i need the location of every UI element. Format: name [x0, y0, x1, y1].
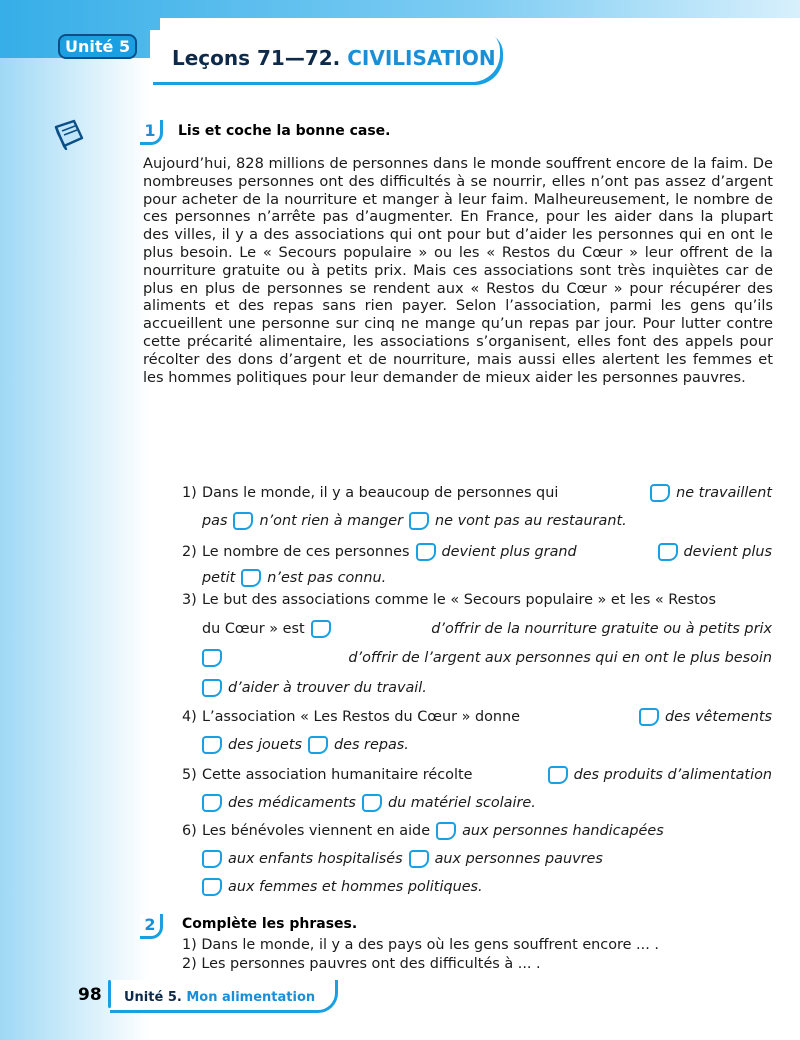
page-number: 98 — [78, 985, 102, 1005]
checkbox[interactable] — [308, 736, 328, 754]
exercise-1-number: 1 — [140, 120, 163, 145]
question-stem: du Cœur » est — [202, 620, 305, 637]
checkbox[interactable] — [658, 543, 678, 561]
question-stem: Les bénévoles viennent en aide — [202, 823, 431, 839]
question-number: 6) — [182, 823, 197, 839]
option-label: petit — [202, 570, 236, 586]
option-label: aux personnes pauvres — [434, 851, 603, 867]
checkbox[interactable] — [202, 850, 222, 868]
unit-badge: Unité 5 — [58, 34, 137, 59]
footer-unit-prefix: Unité 5. — [124, 990, 187, 1005]
option-label: d’aider à trouver du travail. — [228, 680, 427, 696]
question-number: 5) — [182, 766, 197, 783]
title-accent: CIVILISATION — [347, 46, 496, 70]
title-prefix: Leçons 71—72. — [172, 46, 348, 70]
checkbox[interactable] — [202, 649, 222, 667]
book-icon — [52, 118, 86, 150]
page-title — [172, 46, 496, 70]
checkbox[interactable] — [202, 679, 222, 697]
checkbox[interactable] — [311, 620, 331, 638]
checkbox[interactable] — [436, 822, 456, 840]
option-label: aux personnes handicapées — [462, 823, 664, 839]
reading-text: Aujourd’hui, 828 millions de personnes dans le monde souffrent encore de la faim. De nombreuses personnes ont des difficultés à se nourrir, elles n’ont pas assez d’argent pour acheter de la nourriture et manger à leur faim. Malheureusement, le nombre de ces personnes n’arrête pas d’augmenter. En France, pour les aider dans la plupart des villes, il y a des associations qui ont pour but d’aider les personnes qui en ont le plus besoin. Le « Secours populaire » ou les « Restos du Cœur » leur offrent de la nourriture gratuite ou à petits prix. Mais ces associations sont très inquiètes car de plus en plus de personnes se rendent aux « Restos du Cœur » pour récupérer des aliments et des repas sans rien payer. Selon l’association, parmi les gens qu’ils accueillent une personne sur cinq ne mange qu’un repas par jour. Pour lutter contre cette précarité alimentaire, les associations s’organisent, elles font des appels pour récolter des dons d’argent et de nourriture, mais aussi elles alertent les femmes et les hommes politiques pour leur demander de mieux aider les personnes pauvres. — [143, 155, 773, 386]
question-number: 3) — [182, 592, 197, 608]
option-label: ne vont pas au restaurant. — [435, 513, 627, 529]
exercise-2-line-2: 2) Les personnes pauvres ont des difficultés à ... . — [182, 956, 541, 972]
checkbox[interactable] — [409, 512, 429, 530]
checkbox[interactable] — [548, 766, 568, 784]
checkbox[interactable] — [362, 794, 382, 812]
checkbox[interactable] — [639, 708, 659, 726]
option-label: devient plus — [683, 543, 772, 560]
question-stem: Cette association humanitaire récolte — [202, 766, 473, 783]
option-label: d’offrir de la nourriture gratuite ou à petits prix — [431, 620, 772, 637]
option-label: aux enfants hospitalisés — [228, 851, 403, 867]
question-stem: Le nombre de ces personnes — [202, 543, 410, 560]
checkbox[interactable] — [241, 569, 261, 587]
checkbox[interactable] — [202, 878, 222, 896]
checkbox[interactable] — [409, 850, 429, 868]
option-label: ne travaillent — [676, 484, 772, 501]
option-label: du matériel scolaire. — [387, 795, 536, 811]
option-label: des jouets — [228, 737, 302, 753]
option-label: n’ont rien à manger — [259, 513, 404, 529]
footer-unit-title — [124, 990, 315, 1005]
checkbox[interactable] — [650, 484, 670, 502]
checkbox[interactable] — [202, 794, 222, 812]
exercise-2-number: 2 — [140, 914, 163, 939]
question-number: 4) — [182, 708, 197, 725]
checkbox[interactable] — [416, 543, 436, 561]
exercise-2-line-1: 1) Dans le monde, il y a des pays où les gens souffrent encore ... . — [182, 937, 659, 953]
footer-divider — [108, 980, 111, 1008]
option-label: des vêtements — [664, 708, 772, 725]
exercise-1-instruction: Lis et coche la bonne case. — [178, 123, 391, 139]
option-label: d’offrir de l’argent aux personnes qui en ont le plus besoin — [348, 649, 772, 666]
question-number: 2) — [182, 543, 197, 560]
footer-unit-accent: Mon alimentation — [186, 990, 316, 1005]
option-label: n’est pas connu. — [267, 570, 387, 586]
checkbox[interactable] — [233, 512, 253, 530]
option-label: des produits d’alimentation — [573, 766, 772, 783]
checkbox[interactable] — [202, 736, 222, 754]
exercise-2-instruction: Complète les phrases. — [182, 916, 358, 932]
question-stem: L’association « Les Restos du Cœur » donne — [202, 708, 520, 725]
option-label: des repas. — [333, 737, 409, 753]
option-label: des médicaments — [228, 795, 356, 811]
side-band — [0, 0, 150, 1040]
option-label: aux femmes et hommes politiques. — [228, 879, 483, 895]
question-number: 1) — [182, 484, 197, 501]
option-label: devient plus grand — [441, 543, 577, 560]
question-stem: Le but des associations comme le « Secours populaire » et les « Restos — [202, 592, 716, 608]
question-stem: Dans le monde, il y a beaucoup de personnes qui — [202, 484, 559, 501]
option-label: pas — [202, 513, 228, 529]
